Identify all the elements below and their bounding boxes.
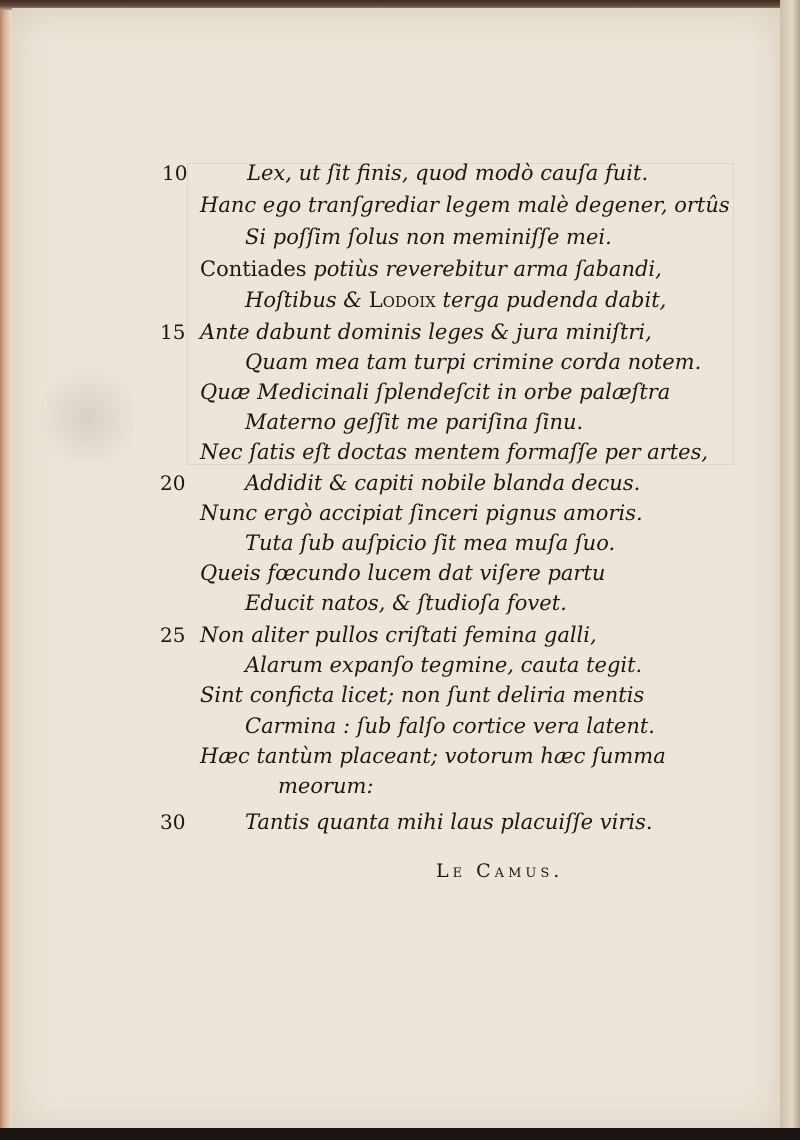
verse-name: Contiades (200, 257, 307, 281)
verse-line: Si poſſim ſolus non meminiſſe mei. (245, 225, 612, 249)
verse-line: Educit natos, & ſtudioſa fovet. (245, 591, 567, 615)
verse-line: Tuta ſub auſpicio ſit mea muſa ſuo. (245, 531, 616, 555)
author-signature: Le Camus. (436, 860, 564, 882)
verse-line: meorum: (278, 774, 374, 798)
line-number: 20 (160, 471, 186, 495)
verse-line: Materno geſſit me pariſina ſinu. (245, 410, 584, 434)
verse-line: Alarum expanſo tegmine, cauta tegit. (245, 653, 643, 677)
verse-line: Quæ Medicinali ſplendeſcit in orbe palæſtra (200, 380, 671, 404)
line-number: 30 (160, 810, 186, 834)
verse-line: Carmina : ſub falſo cortice vera latent. (245, 714, 655, 738)
verse-text: Hoſtibus & (245, 288, 369, 312)
verse-line: Addidit & capiti nobile blanda decus. (245, 471, 641, 495)
verse-line: Hæc tantùm placeant; votorum hæc ſumma (200, 744, 666, 768)
verse-line: Queis fœcundo lucem dat viſere partu (200, 561, 606, 585)
verse-line (245, 290, 666, 311)
verse-line: Tantis quanta mihi laus placuiſſe viris. (245, 810, 653, 834)
verse-line: Lex, ut ſit finis, quod modò cauſa fuit. (247, 161, 649, 185)
verse-line: Sint conficta licet; non ſunt deliria mentis (200, 683, 645, 707)
verse-text: potiùs reverebitur arma ſabandi, (313, 257, 662, 281)
verse-line: Hanc ego tranſgrediar legem malè degener, ortûs (200, 193, 730, 217)
verse-line: Ante dabunt dominis leges & jura miniſtri, (200, 320, 652, 344)
verse-name: Lodoix (368, 288, 436, 312)
line-number: 25 (160, 623, 186, 647)
verse-line: Quam mea tam turpi crimine corda notem. (245, 350, 702, 374)
verse-line: Nunc ergò accipiat ſinceri pignus amoris. (200, 501, 643, 525)
line-number: 15 (160, 320, 186, 344)
verse-text: terga pudenda dabit, (435, 288, 667, 312)
verse-line: Nec ſatis eſt doctas mentem formaſſe per artes, (200, 440, 709, 464)
verse-line: Non aliter pullos criſtati femina galli, (200, 623, 597, 647)
verse-line (200, 259, 662, 280)
line-number: 10 (162, 161, 188, 185)
